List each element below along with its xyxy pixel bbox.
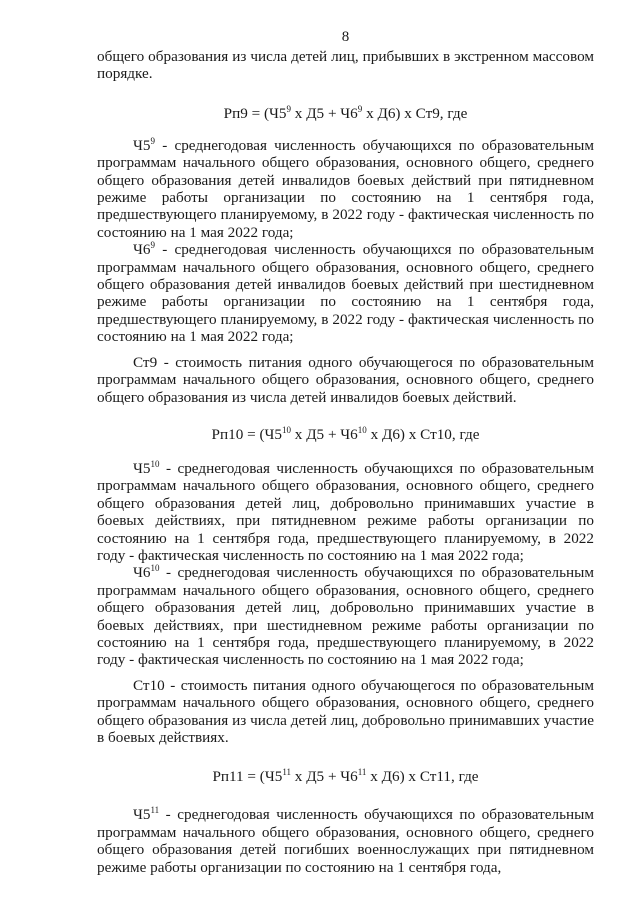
intro-paragraph: общего образования из числа детей лиц, прибывших в экстренном массовом порядке. xyxy=(97,48,594,83)
definition-ch6-10: $Ч6^{10}$ - среднегодовая численность обучающихся по образовательным программам начального общего образования, основного общего, среднего общего образования детей лиц, добровольно принимавших участие в боевых действиях, при шестидневном режиме работы организации по состоянию на 1 сентября года, предшествующего планируемому, в 2022 году - фактическая численность по состоянию на 1 мая 2022 года; xyxy=(97,563,594,669)
definition-ch5-10: $Ч5^{10}$ - среднегодовая численность обучающихся по образовательным программам начального общего образования, основного общего, среднего общего образования детей лиц, добровольно принимавших участие в боевых действиях, при пятидневном режиме работы организации по состоянию на 1 сентября года, предшествующего планируемому, в 2022 году - фактическая численность по состоянию на 1 мая 2022 года; xyxy=(97,458,594,564)
definition-st9: Ст9 - стоимость питания одного обучающегося по образовательным программам начального общего образования, основного общего, среднего общего образования из числа детей инвалидов боевых действий. xyxy=(97,353,594,406)
page-number: 8 xyxy=(341,29,350,45)
formula-rp9: $Рп9 = (Ч5^9$ х $Д5 + Ч6^9$ х Д6) х Ст9, где xyxy=(223,103,468,122)
definition-ch5-11: $Ч5^{11}$ - среднегодовая численность обучающихся по образовательным программам начального общего образования, основного общего, среднего общего образования детей погибших военнослужащих при пятидневном режиме работы организации по состоянию на 1 сентября года, xyxy=(97,805,594,876)
document-page xyxy=(97,0,594,876)
definition-ch5-9: $Ч5^9$ - среднегодовая численность обучающихся по образовательным программам начального общего образования, основного общего, среднего общего образования детей инвалидов боевых действий при пятидневном режиме работы организации по состоянию на 1 сентября года, предшествующего планируемому, в 2022 году - фактическая численность по состоянию на 1 мая 2022 года; xyxy=(97,135,594,241)
formula-rp10: $Рп10 = (Ч5^{10}$ х $Д5 + Ч6^{10}$ х Д6) х Ст10, где xyxy=(211,424,480,443)
definition-ch6-9: $Ч6^9$ - среднегодовая численность обучающихся по образовательным программам начального общего образования, основного общего, среднего общего образования детей инвалидов боевых действий при шестидневном режиме работы организации по состоянию на 1 сентября года, предшествующего планируемому, в 2022 году - фактическая численность по состоянию на 1 мая 2022 года; xyxy=(97,240,594,346)
definition-st10: Ст10 - стоимость питания одного обучающегося по образовательным программам начального общего образования, основного общего, среднего общего образования из числа детей лиц, добровольно принимавших участие в боевых действиях. xyxy=(97,676,594,746)
formula-rp11: $Рп11 = (Ч5^{11}$ х $Д5 + Ч6^{11}$ х Д6) х Ст11, где xyxy=(212,767,479,786)
